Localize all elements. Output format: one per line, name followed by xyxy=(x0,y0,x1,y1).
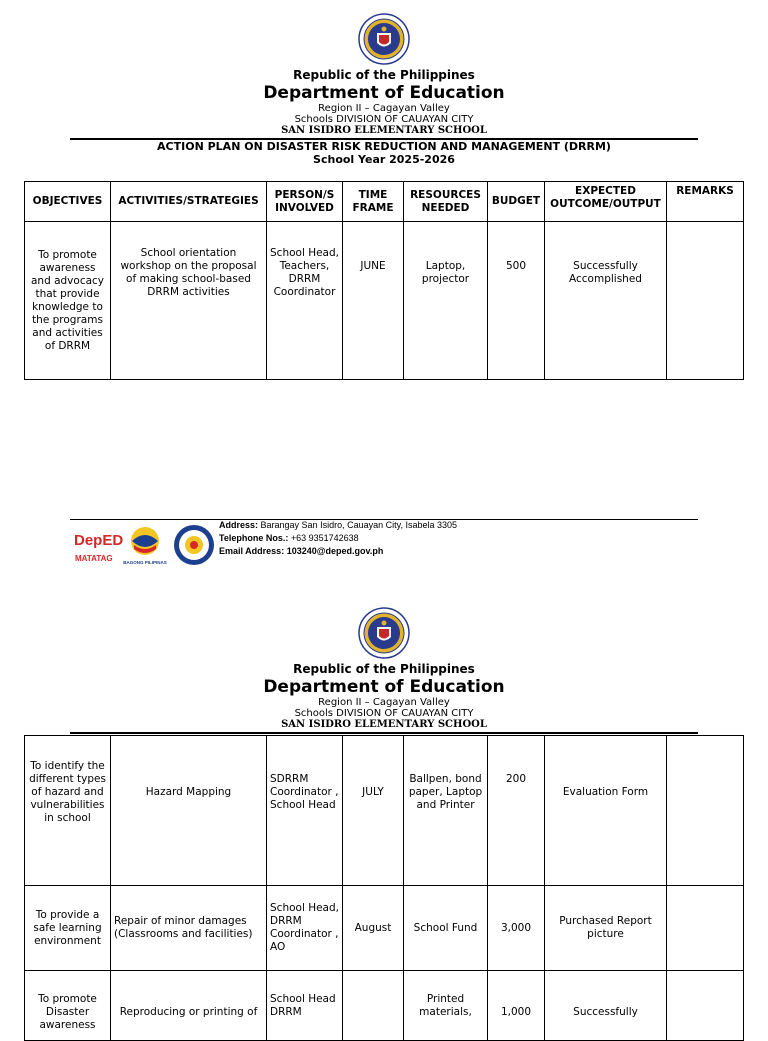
svg-text:BAGONG PILIPINAS: BAGONG PILIPINAS xyxy=(123,560,167,565)
email-text: 103240@deped.gov.ph xyxy=(286,546,384,556)
cell-activity: Reproducing or printing of xyxy=(111,971,267,1041)
cell-outcome: Successfully Accomplished xyxy=(545,222,667,380)
cell-resources: Printed materials, xyxy=(404,971,488,1041)
col-objectives: OBJECTIVES xyxy=(25,182,111,222)
col-outcome: EXPECTED OUTCOME/OUTPUT xyxy=(545,182,667,222)
cell-persons: School Head DRRM xyxy=(267,971,343,1041)
address-label: Address: xyxy=(219,520,259,530)
cell-time: August xyxy=(343,886,404,971)
col-resources: RESOURCES NEEDED xyxy=(404,182,488,222)
cell-budget: 1,000 xyxy=(488,971,545,1041)
cell-activity: Hazard Mapping xyxy=(111,736,267,886)
col-time-frame: TIME FRAME xyxy=(343,182,404,222)
cell-outcome: Successfully xyxy=(545,971,667,1041)
republic-text: Republic of the Philippines xyxy=(293,68,475,82)
page-footer xyxy=(70,519,698,569)
action-plan-table-page2 xyxy=(24,735,744,1041)
table-row xyxy=(25,971,744,1041)
deped-logo-icon: DepED xyxy=(74,532,124,549)
cell-outcome: Evaluation Form xyxy=(545,736,667,886)
cell-persons: SDRRM Coordinator , School Head xyxy=(267,736,343,886)
cell-remarks xyxy=(667,222,744,380)
footer-logos xyxy=(72,523,217,567)
school-seal-icon xyxy=(174,525,214,565)
table-row xyxy=(25,736,744,886)
cell-outcome: Purchased Report picture xyxy=(545,886,667,971)
region-text: Region II – Cagayan Valley xyxy=(318,103,450,114)
department-title: Department of Education xyxy=(263,677,505,697)
cell-objective: To identify the different types of hazard and vulnerabilities in school xyxy=(25,736,111,886)
col-persons: PERSON/S INVOLVED xyxy=(267,182,343,222)
table-row xyxy=(25,222,744,380)
telephone-text: +63 9351742638 xyxy=(290,533,359,543)
table-row xyxy=(25,886,744,971)
col-activities: ACTIVITIES/STRATEGIES xyxy=(111,182,267,222)
cell-budget: 500 xyxy=(488,222,545,380)
cell-objective: To provide a safe learning environment xyxy=(25,886,111,971)
division-text: Schools DIVISION OF CAUAYAN CITY xyxy=(294,708,474,719)
region-text: Region II – Cagayan Valley xyxy=(318,697,450,708)
header-divider xyxy=(70,732,698,734)
cell-time: JULY xyxy=(343,736,404,886)
school-year: School Year 2025-2026 xyxy=(313,153,455,166)
cell-activity: School orientation workshop on the proposal of making school-based DRRM activities xyxy=(111,222,267,380)
department-title: Department of Education xyxy=(263,83,505,103)
division-text: Schools DIVISION OF CAUAYAN CITY xyxy=(294,114,474,125)
cell-budget: 200 xyxy=(488,736,545,886)
cell-time: JUNE xyxy=(343,222,404,380)
col-budget: BUDGET xyxy=(488,182,545,222)
cell-remarks xyxy=(667,886,744,971)
cell-resources: Laptop, projector xyxy=(404,222,488,380)
cell-persons: School Head, Teachers, DRRM Coordinator xyxy=(267,222,343,380)
plan-title: ACTION PLAN ON DISASTER RISK REDUCTION AND MANAGEMENT (DRRM) xyxy=(157,140,611,153)
cell-budget: 3,000 xyxy=(488,886,545,971)
cell-activity: Repair of minor damages (Classrooms and facilities) xyxy=(111,886,267,971)
republic-text: Republic of the Philippines xyxy=(293,662,475,676)
cell-objective: To promote awareness and advocacy that provide knowledge to the programs and activities of DRRM xyxy=(25,222,111,380)
deped-seal-icon xyxy=(358,13,410,65)
cell-resources: Ballpen, bond paper, Laptop and Printer xyxy=(404,736,488,886)
cell-persons: School Head, DRRM Coordinator , AO xyxy=(267,886,343,971)
telephone-label: Telephone Nos.: xyxy=(219,533,289,543)
action-plan-table-page1 xyxy=(24,181,744,380)
deped-seal-icon xyxy=(358,607,410,659)
address-text: Barangay San Isidro, Cauayan City, Isabela 3305 xyxy=(260,520,457,530)
cell-time xyxy=(343,971,404,1041)
cell-resources: School Fund xyxy=(404,886,488,971)
table-header-row xyxy=(25,182,744,222)
cell-objective: To promote Disaster awareness xyxy=(25,971,111,1041)
school-name: SAN ISIDRO ELEMENTARY SCHOOL xyxy=(281,125,487,136)
school-name: SAN ISIDRO ELEMENTARY SCHOOL xyxy=(281,719,487,730)
contact-info xyxy=(219,519,457,558)
col-remarks: REMARKS xyxy=(667,182,744,222)
email-label: Email Address: xyxy=(219,546,285,556)
cell-remarks xyxy=(667,971,744,1041)
cell-remarks xyxy=(667,736,744,886)
matatag-logo-icon: MATATAG xyxy=(75,554,113,563)
bagong-pilipinas-icon xyxy=(123,527,167,565)
